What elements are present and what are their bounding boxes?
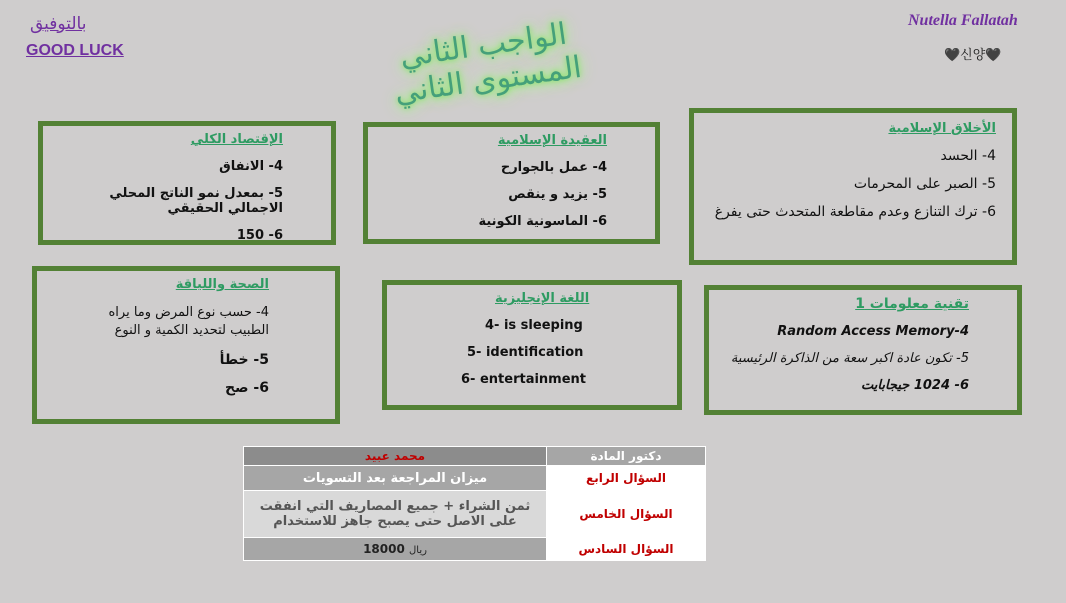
answer-value: ثمن الشراء + جميع المصاريف التي انفقت على الاصل حتى يصبح جاهز للاستخدام bbox=[244, 491, 547, 538]
amount: 18000 bbox=[363, 542, 405, 556]
box-macroeconomics bbox=[38, 121, 336, 245]
answer-6: 6- 1024 جيجابايت bbox=[861, 378, 969, 393]
answer-value bbox=[244, 538, 547, 561]
box-islamic-ethics bbox=[689, 108, 1017, 265]
box-title: الإقتصاد الكلي bbox=[190, 132, 283, 147]
page-title: الواجب الثاني المستوى الثاني bbox=[392, 16, 584, 111]
answer-4: 4- is sleeping bbox=[485, 318, 583, 333]
question-label: السؤال السادس bbox=[547, 538, 706, 561]
table-row bbox=[244, 447, 706, 466]
accounting-answers-table bbox=[243, 446, 706, 561]
question-label: السؤال الخامس bbox=[547, 491, 706, 538]
box-information-technology bbox=[704, 285, 1022, 415]
answer-6: 6- 150 bbox=[236, 228, 283, 243]
answer-4: 4- الحسد bbox=[940, 148, 996, 164]
box-islamic-creed bbox=[363, 122, 660, 244]
answer-value: ميزان المراجعة بعد التسويات bbox=[244, 466, 547, 491]
author-name: Nutella Fallatah bbox=[908, 12, 1018, 29]
answer-5: 5- يزيد و ينقص bbox=[508, 187, 607, 202]
instructor-label: دكتور المادة bbox=[547, 447, 706, 466]
answer-4: 4- عمل بالجوارح bbox=[500, 160, 607, 175]
answer-6: 6- صح bbox=[224, 380, 269, 396]
author-signature: 🖤신양🖤 bbox=[944, 48, 1002, 63]
box-health-fitness bbox=[32, 266, 340, 424]
good-luck-english: GOOD LUCK bbox=[26, 42, 124, 59]
box-title: اللغة الإنجليزية bbox=[495, 291, 590, 306]
box-title: تقنية معلومات 1 bbox=[855, 296, 969, 312]
box-english bbox=[382, 280, 682, 410]
answer-4: Random Access Memory-4 bbox=[777, 324, 969, 339]
instructor-name: محمد عبيد bbox=[244, 447, 547, 466]
answer-4: 4- الانفاق bbox=[219, 159, 283, 174]
question-label: السؤال الرابع bbox=[547, 466, 706, 491]
box-title: العقيدة الإسلامية bbox=[497, 133, 607, 148]
answer-5: 5- الصبر على المحرمات bbox=[853, 176, 996, 192]
answer-5: 5- خطأ bbox=[219, 352, 269, 368]
answer-6: 6- ترك التنازع وعدم مقاطعة المتحدث حتى يفرغ bbox=[714, 204, 996, 220]
answer-6: 6- entertainment bbox=[461, 372, 587, 387]
currency: ريال bbox=[409, 545, 427, 556]
table-row bbox=[244, 491, 706, 538]
box-title: الأخلاق الإسلامية bbox=[888, 121, 996, 136]
good-luck-arabic: بالتوفيق bbox=[30, 14, 87, 34]
table-row bbox=[244, 466, 706, 491]
table-row bbox=[244, 538, 706, 561]
box-title: الصحة واللياقة bbox=[175, 277, 269, 292]
answer-4: 4- حسب نوع المرض وما يراه الطبيب لتحديد الكمية و النوع bbox=[108, 305, 269, 338]
answer-6: 6- الماسونية الكونية bbox=[478, 214, 607, 229]
answer-5: 5- identification bbox=[467, 345, 584, 360]
answer-5: 5- تكون عادة اكبر سعة من الذاكرة الرئيسية bbox=[730, 351, 969, 366]
answer-5: 5- بمعدل نمو الناتج المحلي الاجمالي الحقيقي bbox=[109, 186, 283, 216]
